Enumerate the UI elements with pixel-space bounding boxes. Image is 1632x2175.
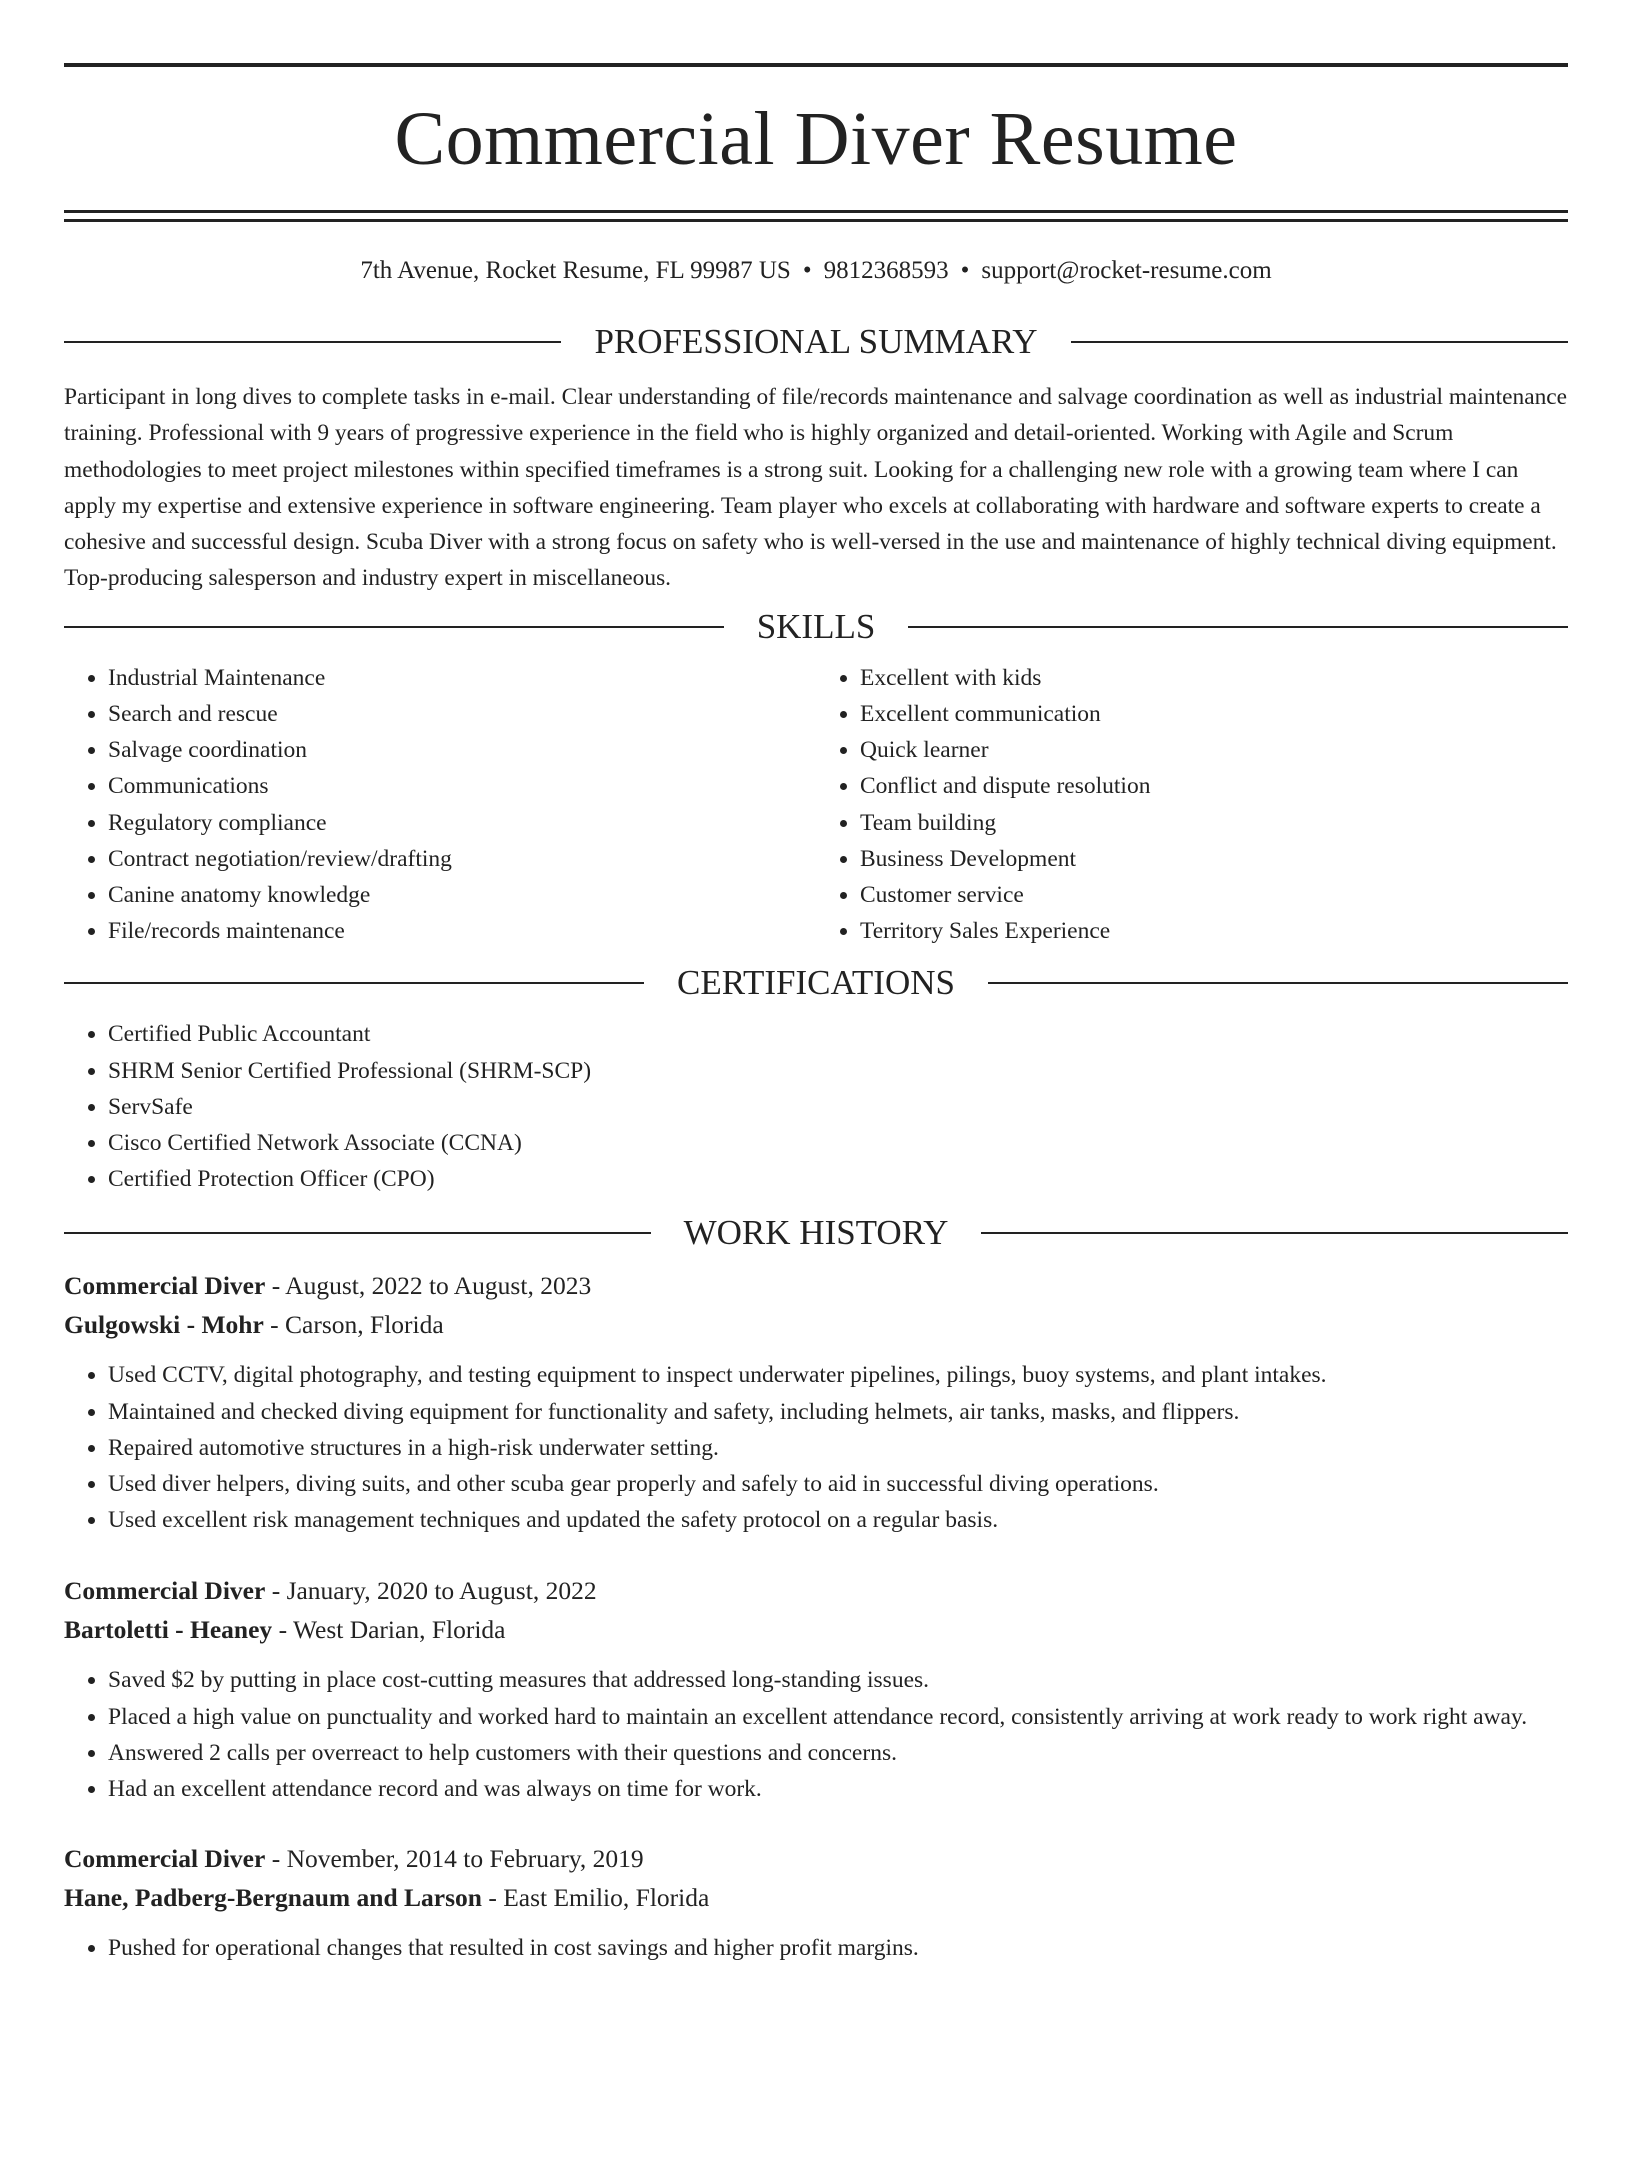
skill-item: • File/records maintenance bbox=[108, 913, 816, 949]
contact-separator: • bbox=[960, 257, 970, 284]
skill-item: • Conflict and dispute resolution bbox=[860, 768, 1568, 804]
skills-list-right bbox=[816, 660, 1568, 950]
job-bullet: • Repaired automotive structures in a high-risk underwater setting. bbox=[108, 1430, 1568, 1466]
section-heading-certifications bbox=[64, 963, 1568, 1003]
job-employer: Hane, Padberg-Bergnaum and Larson bbox=[64, 1883, 482, 1913]
skill-item: • Team building bbox=[860, 805, 1568, 841]
section-heading-skills bbox=[64, 607, 1568, 647]
job-title: Commercial Diver bbox=[64, 1844, 266, 1874]
title-double-rule bbox=[64, 210, 1568, 222]
skill-item: • Salvage coordination bbox=[108, 732, 816, 768]
contact-line bbox=[64, 256, 1568, 286]
skill-item: • Business Development bbox=[860, 841, 1568, 877]
job-employer-line bbox=[64, 1878, 1568, 1917]
certification-item: • Certified Public Accountant bbox=[108, 1016, 1568, 1052]
skill-item: • Communications bbox=[108, 768, 816, 804]
certification-item: • Certified Protection Officer (CPO) bbox=[108, 1161, 1568, 1197]
section-heading-work-history bbox=[64, 1213, 1568, 1253]
work-history-list bbox=[64, 1266, 1568, 1966]
skill-item: • Contract negotiation/review/drafting bbox=[108, 841, 816, 877]
job-title-line bbox=[64, 1266, 1568, 1305]
contact-email: support@rocket-resume.com bbox=[981, 257, 1272, 284]
section-title: SKILLS bbox=[756, 606, 876, 646]
contact-address: 7th Avenue, Rocket Resume, FL 99987 US bbox=[360, 257, 791, 284]
job-bullets bbox=[64, 1357, 1568, 1538]
job-bullets bbox=[64, 1930, 1568, 1966]
job-location: - East Emilio, Florida bbox=[481, 1883, 710, 1913]
job-bullet: • Maintained and checked diving equipment for functionality and safety, including helmets, air tanks, masks, and flippers. bbox=[108, 1394, 1568, 1430]
skill-item: • Search and rescue bbox=[108, 696, 816, 732]
skill-item: • Industrial Maintenance bbox=[108, 660, 816, 696]
skill-item: • Excellent communication bbox=[860, 696, 1568, 732]
job-entry bbox=[64, 1839, 1568, 1966]
contact-separator: • bbox=[802, 257, 812, 284]
job-bullet: • Saved $2 by putting in place cost-cutting measures that addressed long-standing issues. bbox=[108, 1662, 1568, 1698]
certification-item: • Cisco Certified Network Associate (CCNA) bbox=[108, 1125, 1568, 1161]
job-title-line bbox=[64, 1571, 1568, 1610]
job-bullets bbox=[64, 1662, 1568, 1807]
summary-text: Participant in long dives to complete tasks in e-mail. Clear understanding of file/records maintenance and salvage coordination as well as industrial maintenance training. Professional with 9 years of progressive experience in the field who is highly organized and detail-oriented. Working with Agile and Scrum methodologies to meet project milestones within specified timeframes is a strong suit. Looking for a challenging new role with a growing team where I can apply my expertise and extensive experience in software engineering. Team player who excels at collaborating with hardware and software experts to create a cohesive and successful design. Scuba Diver with a strong focus on safety who is well-versed in the use and maintenance of highly technical diving equipment. Top-producing salesperson and industry expert in miscellaneous. bbox=[64, 384, 1568, 592]
section-heading-summary bbox=[64, 322, 1568, 362]
skill-item: • Quick learner bbox=[860, 732, 1568, 768]
section-title: CERTIFICATIONS bbox=[677, 963, 955, 1003]
job-bullet: • Placed a high value on punctuality and worked hard to maintain an excellent attendance record, consistently arriving at work ready to work right away. bbox=[108, 1699, 1568, 1735]
job-employer: Bartoletti - Heaney bbox=[64, 1615, 273, 1645]
skill-item: • Territory Sales Experience bbox=[860, 913, 1568, 949]
job-location: - West Darian, Florida bbox=[272, 1615, 506, 1645]
skill-item: • Customer service bbox=[860, 877, 1568, 913]
skill-item: • Excellent with kids bbox=[860, 660, 1568, 696]
skill-item: • Canine anatomy knowledge bbox=[108, 877, 816, 913]
job-employer-line bbox=[64, 1610, 1568, 1649]
job-bullet: • Used excellent risk management techniques and updated the safety protocol on a regular basis. bbox=[108, 1502, 1568, 1538]
job-bullet: • Pushed for operational changes that resulted in cost savings and higher profit margins. bbox=[108, 1930, 1568, 1966]
job-employer-line bbox=[64, 1305, 1568, 1344]
job-title-line bbox=[64, 1839, 1568, 1878]
job-dates: - November, 2014 to February, 2019 bbox=[265, 1844, 644, 1874]
certification-item: • SHRM Senior Certified Professional (SHRM-SCP) bbox=[108, 1053, 1568, 1089]
skills-list-left bbox=[64, 660, 816, 950]
section-title: WORK HISTORY bbox=[683, 1213, 949, 1253]
job-bullet: • Had an excellent attendance record and was always on time for work. bbox=[108, 1771, 1568, 1807]
job-entry bbox=[64, 1571, 1568, 1807]
job-dates: - January, 2020 to August, 2022 bbox=[265, 1576, 597, 1606]
job-bullet: • Used diver helpers, diving suits, and other scuba gear properly and safely to aid in successful diving operations. bbox=[108, 1466, 1568, 1502]
skills-columns bbox=[64, 660, 1568, 950]
certification-item: • ServSafe bbox=[108, 1089, 1568, 1125]
job-entry bbox=[64, 1266, 1568, 1538]
job-title: Commercial Diver bbox=[64, 1576, 266, 1606]
job-title: Commercial Diver bbox=[64, 1271, 266, 1301]
job-bullet: • Answered 2 calls per overreact to help customers with their questions and concerns. bbox=[108, 1735, 1568, 1771]
resume-title: Commercial Diver Resume bbox=[394, 97, 1238, 181]
job-location: - Carson, Florida bbox=[263, 1310, 444, 1340]
job-bullet: • Used CCTV, digital photography, and testing equipment to inspect underwater pipelines, pilings, buoy systems, and plant intakes. bbox=[108, 1357, 1568, 1393]
skill-item: • Regulatory compliance bbox=[108, 805, 816, 841]
certifications-list bbox=[64, 1016, 1568, 1197]
resume-page bbox=[0, 63, 1632, 2175]
job-employer: Gulgowski - Mohr bbox=[64, 1310, 264, 1340]
contact-phone: 9812368593 bbox=[823, 257, 949, 284]
job-dates: - August, 2022 to August, 2023 bbox=[265, 1271, 592, 1301]
section-title: PROFESSIONAL SUMMARY bbox=[594, 322, 1038, 361]
